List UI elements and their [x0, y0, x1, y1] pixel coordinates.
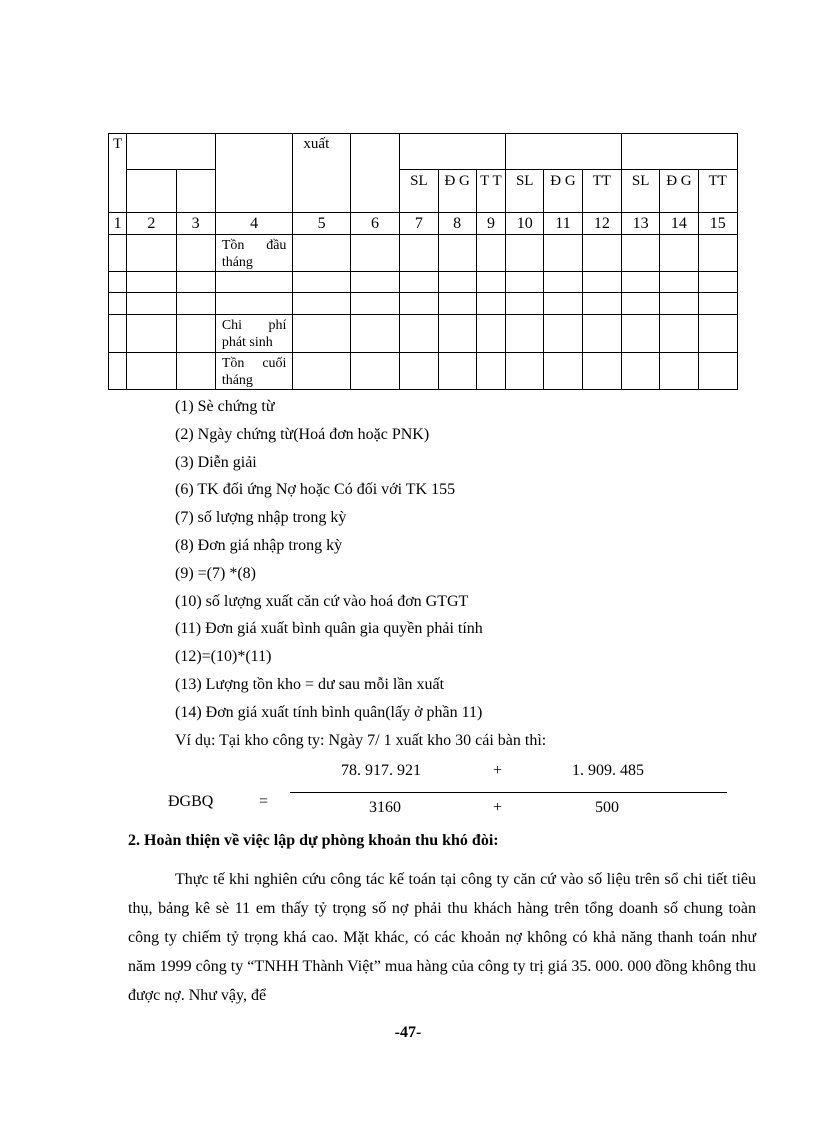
header-cell-xuat: xuất: [293, 134, 350, 213]
subheader-cell: T T: [476, 170, 505, 213]
column-number-cell: 5: [293, 213, 350, 235]
column-number-cell: 2: [127, 213, 176, 235]
row-label: Chi phí phát sinh: [215, 315, 293, 353]
column-number-cell: 6: [350, 213, 399, 235]
note-line: (9) =(7) *(8): [175, 564, 256, 582]
subheader-cell: Đ G: [544, 170, 582, 213]
column-number-cell: 10: [506, 213, 544, 235]
paragraph-text: Thực tế khi nghiên cứu công tác kế toán tại công ty căn cứ vào số liệu trên sổ chi tiết tiêu thụ, bảng kê sè 11 em thấy tỷ trọng số nợ phải thu khách hàng trên tổng doanh số chung toàn công ty chiếm tỷ trọng khá cao. Mặt khác, có các khoản nợ không có khả năng thanh toán như năm 1999 công ty “TNHH Thành Việt” mua hàng của công ty trị giá 35. 000. 000 đồng không thu được nợ. Như vậy, để: [128, 871, 756, 1004]
note-line: (10) số lượng xuất căn cứ vào hoá đơn GTGT: [175, 592, 469, 610]
note-line: (8) Đơn giá nhập trong kỳ: [175, 536, 343, 554]
numerator-value-b: 1. 909. 485: [572, 762, 644, 779]
column-number-cell: 1: [109, 213, 127, 235]
note-line: (1) Sè chứng từ: [175, 398, 275, 415]
column-number-cell: 7: [400, 213, 438, 235]
column-number-cell: 4: [215, 213, 293, 235]
subheader-cell: SL: [506, 170, 544, 213]
column-number-cell: 13: [621, 213, 659, 235]
row-label: Tồn cuối tháng: [215, 353, 293, 390]
note-line: (11) Đơn giá xuất bình quân gia quyền phải tính: [175, 620, 483, 638]
note-line: (14) Đơn giá xuất tính bình quân(lấy ở phần 11): [175, 703, 483, 721]
subheader-cell: Đ G: [438, 170, 476, 213]
page-number: -47-: [394, 1024, 422, 1041]
column-number-cell: 15: [698, 213, 737, 235]
note-line: (2) Ngày chứng từ(Hoá đơn hoặc PNK): [175, 425, 430, 443]
column-number-cell: 11: [544, 213, 582, 235]
column-number-cell: 3: [176, 213, 215, 235]
formula-label: ĐGBQ: [168, 793, 214, 810]
column-number-cell: 14: [660, 213, 698, 235]
column-number-cell: 8: [438, 213, 476, 235]
header-cell-t: T: [109, 134, 127, 213]
row-label: Tồn đầu tháng: [215, 235, 293, 272]
column-number-cell: 12: [582, 213, 621, 235]
column-number-cell: 9: [476, 213, 505, 235]
formula-equals: =: [259, 793, 269, 810]
note-line: (3) Diễn giải: [175, 453, 257, 471]
numerator-plus: +: [493, 762, 503, 779]
note-line: (13) Lượng tồn kho = dư sau mỗi lần xuất: [175, 675, 445, 693]
note-line: (7) số lượng nhập trong kỳ: [175, 509, 347, 527]
fraction-line: [290, 792, 727, 793]
subheader-cell: SL: [621, 170, 659, 213]
denominator-plus: +: [493, 799, 503, 816]
denominator-value-b: 500: [595, 799, 619, 816]
section-heading: 2. Hoàn thiện về việc lập dự phòng khoản thu khó đòi:: [128, 832, 499, 849]
numerator-value-a: 78. 917. 921: [341, 762, 421, 779]
example-line: Ví dụ: Tại kho công ty: Ngày 7/ 1 xuất kho 30 cái bàn thì:: [175, 731, 547, 749]
note-line: (12)=(10)*(11): [175, 648, 272, 666]
denominator-value-a: 3160: [369, 799, 401, 816]
subheader-cell: TT: [582, 170, 621, 213]
subheader-cell: Đ G: [660, 170, 698, 213]
subheader-cell: TT: [698, 170, 737, 213]
subheader-cell: SL: [400, 170, 438, 213]
body-paragraph: [128, 865, 756, 1010]
note-line: (6) TK đối ứng Nợ hoặc Có đối với TK 155: [175, 481, 456, 499]
